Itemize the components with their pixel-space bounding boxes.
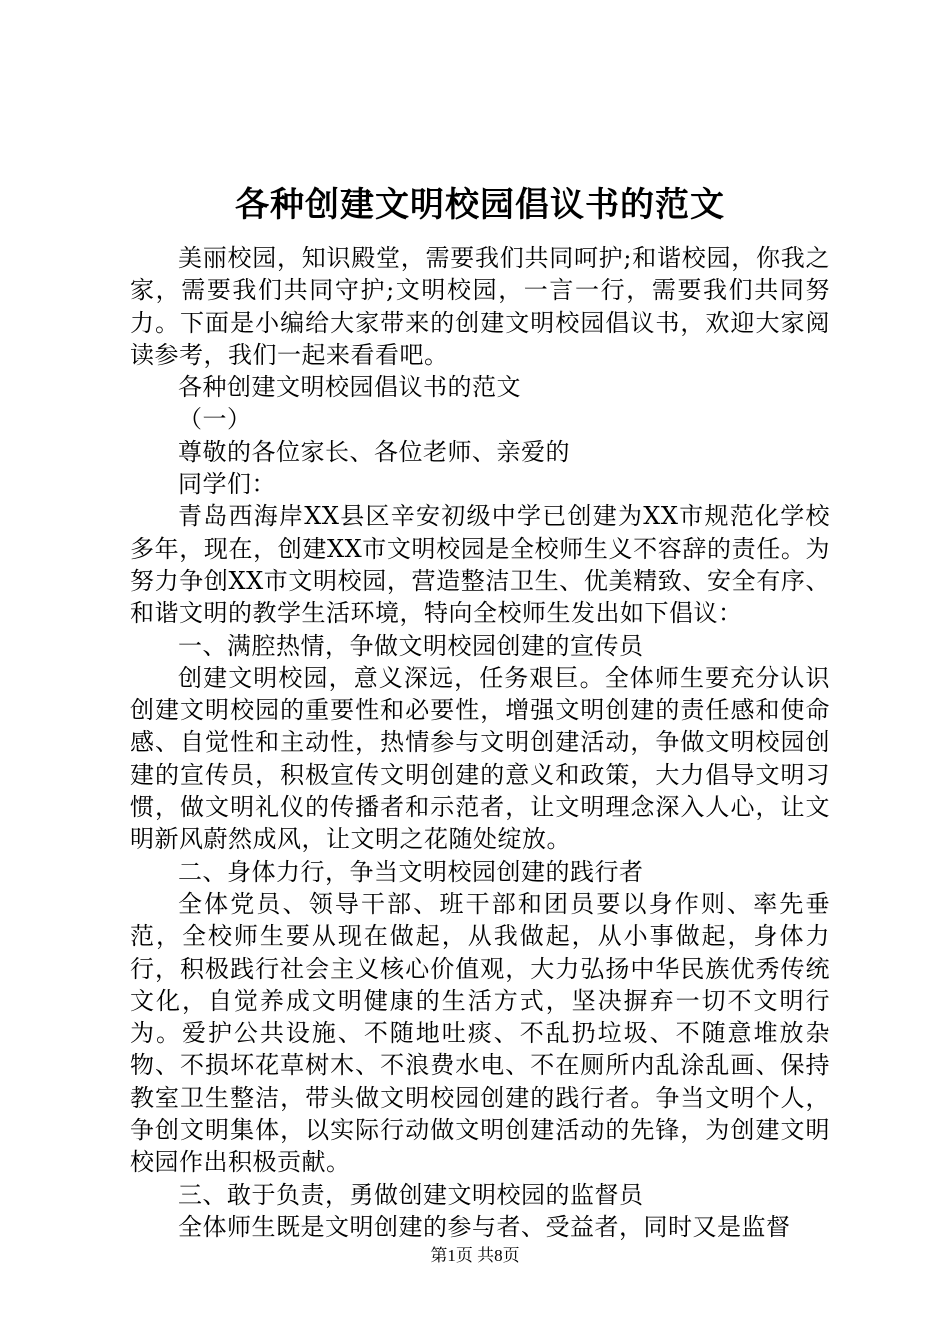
- paragraph-salutation-cont: 同学们：: [178, 470, 276, 499]
- paragraph-intro: 美丽校园，知识殿堂，需要我们共同呵护;和谐校园，你我之家，需要我们共同守护;文明校园，一言一行，需要我们共同努力。下面是小编给大家带来的创建文明校园倡议书，欢迎大家阅读参考，我们一起来看看吧。: [130, 244, 830, 369]
- paragraph-body-2: 创建文明校园，意义深远，任务艰巨。全体师生要充分认识创建文明校园的重要性和必要性，增强文明创建的责任感和使命感、自觉性和主动性，热情参与文明创建活动，争做文明校园创建的宣传员，积极宣传文明创建的意义和政策，大力倡导文明习惯，做文明礼仪的传播者和示范者，让文明理念深入人心，让文明新风蔚然成风，让文明之花随处绽放。: [130, 663, 830, 854]
- paragraph-heading-1: 一、满腔热情，争做文明校园创建的宣传员: [178, 631, 644, 660]
- paragraph-heading-2: 二、身体力行，争当文明校园创建的践行者: [178, 857, 644, 886]
- paragraph-section-number: （一）: [178, 405, 252, 434]
- document-page: [130, 180, 830, 1243]
- paragraph-subtitle: 各种创建文明校园倡议书的范文: [178, 373, 521, 402]
- paragraph-body-3: 全体党员、领导干部、班干部和团员要以身作则、率先垂范，全校师生要从现在做起，从我做起，从小事做起，身体力行，积极践行社会主义核心价值观，大力弘扬中华民族优秀传统文化，自觉养成文明健康的生活方式，坚决摒弃一切不文明行为。爱护公共设施、不随地吐痰、不乱扔垃圾、不随意堆放杂物、不损坏花草树木、不浪费水电、不在厕所内乱涂乱画、保持教室卫生整洁，带头做文明校园创建的践行者。争当文明个人，争创文明集体，以实际行动做文明创建活动的先锋，为创建文明校园作出积极贡献。: [130, 889, 830, 1177]
- page-footer: 第1页 共8页: [430, 1246, 520, 1265]
- paragraph-salutation: 尊敬的各位家长、各位老师、亲爱的: [178, 437, 570, 466]
- paragraph-body-4: 全体师生既是文明创建的参与者、受益者，同时又是监督: [178, 1212, 791, 1241]
- paragraph-body-1: 青岛西海岸XX县区辛安初级中学已创建为XX市规范化学校多年，现在，创建XX市文明校园是全校师生义不容辞的责任。为努力争创XX市文明校园，营造整洁卫生、优美精致、安全有序、和谐文明的教学生活环境，特向全校师生发出如下倡议：: [130, 502, 830, 628]
- paragraph-heading-3: 三、敢于负责，勇做创建文明校园的监督员: [178, 1180, 644, 1209]
- document-title: 各种创建文明校园倡议书的范文: [235, 185, 725, 225]
